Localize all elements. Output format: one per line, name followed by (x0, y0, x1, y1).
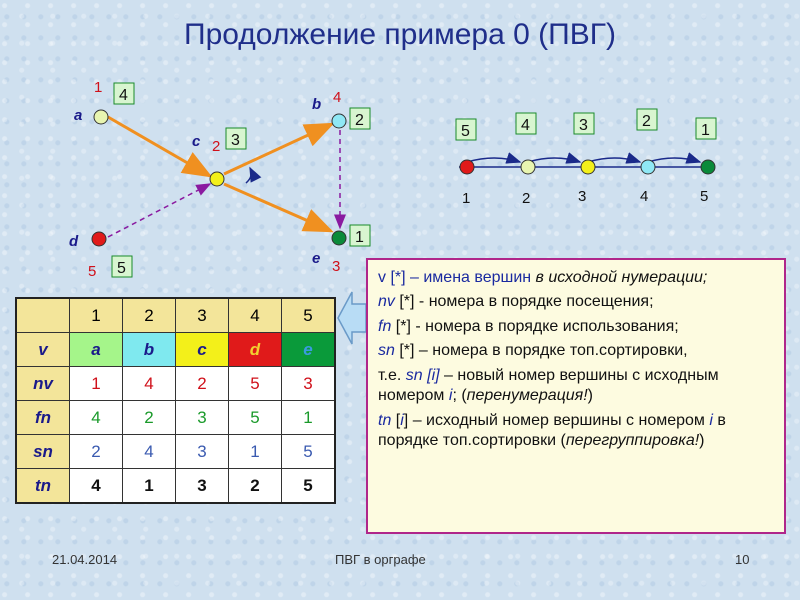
table-cell: 2 (176, 367, 229, 401)
table-row (16, 435, 335, 469)
table-cell: e (282, 333, 336, 367)
table-cell: 1 (123, 469, 176, 504)
order-node-a (521, 160, 535, 174)
order-box-3: 3 (579, 117, 588, 134)
table-cell: 2 (229, 469, 282, 504)
table-header-cell: 4 (229, 298, 282, 333)
node-b (332, 114, 346, 128)
row-label: nv (16, 367, 70, 401)
table-row (16, 469, 335, 504)
note-6-e: i (709, 411, 713, 429)
node-d-name: d (69, 233, 79, 250)
node-a-name: a (74, 107, 83, 124)
table-cell: 2 (123, 401, 176, 435)
node-d (92, 232, 106, 246)
table-cell: 4 (123, 367, 176, 401)
slide-title: Продолжение примера 0 (ПВГ) (184, 18, 616, 51)
table-cell: 5 (282, 469, 336, 504)
note-4-a: sn (378, 342, 395, 360)
table-cell: d (229, 333, 282, 367)
numbering-table (15, 297, 336, 504)
note-6-c: i (400, 411, 404, 429)
node-c-num: 2 (212, 138, 221, 155)
note-5-g: ) (587, 387, 593, 405)
table-row (16, 401, 335, 435)
note-2-b: [*] - номера в порядке посещения; (394, 293, 654, 311)
row-label: sn (16, 435, 70, 469)
table-header-cell: 1 (70, 298, 123, 333)
note-3-a: fn (378, 317, 392, 335)
node-c (210, 172, 224, 186)
node-b-box: 2 (355, 112, 364, 129)
table-cell: 3 (176, 435, 229, 469)
note-5-c: – новый номер вершины с исходным номером (378, 366, 719, 405)
order-num-5: 5 (700, 188, 709, 205)
row-label: v (16, 333, 70, 367)
order-node-e (701, 160, 715, 174)
node-a-num: 1 (94, 79, 103, 96)
order-box-5: 1 (701, 122, 710, 139)
order-box-2: 4 (521, 117, 530, 134)
table-cell: 3 (176, 401, 229, 435)
node-b-name: b (312, 96, 322, 113)
note-line-2 (378, 292, 774, 312)
table-cell: a (70, 333, 123, 367)
node-a (94, 110, 108, 124)
note-line-6 (378, 411, 774, 452)
table-cell: 5 (282, 435, 336, 469)
order-node-c (581, 160, 595, 174)
table-cell: 1 (70, 367, 123, 401)
table-cell: b (123, 333, 176, 367)
order-box-1: 5 (461, 123, 470, 140)
order-num-1: 1 (462, 190, 471, 207)
table-cell: c (176, 333, 229, 367)
order-num-3: 3 (578, 188, 587, 205)
note-5-f: перенумерация! (466, 387, 588, 405)
node-a-box: 4 (119, 87, 128, 104)
node-c-name: c (192, 133, 201, 150)
return-arrow-icon (246, 168, 251, 183)
table-cell: 3 (176, 469, 229, 504)
table-cell: 4 (70, 469, 123, 504)
table-cell: 5 (229, 401, 282, 435)
order-node-b (641, 160, 655, 174)
note-line-5 (378, 366, 774, 407)
note-5-a: т.е. (378, 366, 406, 384)
table-row (16, 333, 335, 367)
note-2-a: nv (378, 293, 395, 311)
note-1-b: в исходной нумерации; (535, 269, 708, 286)
node-e (332, 231, 346, 245)
node-c-box: 3 (231, 132, 240, 149)
order-num-2: 2 (522, 190, 531, 207)
table-header-row (16, 298, 335, 333)
node-e-num: 3 (332, 258, 341, 275)
row-label: tn (16, 469, 70, 504)
node-d-num: 5 (88, 263, 97, 280)
note-line-3 (378, 317, 774, 337)
note-line-1 (378, 268, 774, 288)
order-box-4: 2 (642, 113, 651, 130)
table-cell: 1 (282, 401, 336, 435)
table-cell: 1 (229, 435, 282, 469)
table-header-cell: 5 (282, 298, 336, 333)
row-label: fn (16, 401, 70, 435)
notes-panel (366, 258, 786, 534)
footer-title: ПВГ в орграфе (335, 552, 426, 567)
table-cell: 4 (123, 435, 176, 469)
footer-page-number: 10 (735, 552, 750, 567)
note-line-4 (378, 341, 774, 361)
table-row (16, 367, 335, 401)
note-5-e: ; ( (452, 387, 467, 405)
note-1-a: v [*] – имена вершин (378, 269, 536, 286)
left-arrow-icon (336, 290, 368, 346)
note-6-g: перегруппировка! (565, 432, 700, 450)
node-d-box: 5 (117, 260, 126, 277)
table-cell: 3 (282, 367, 336, 401)
order-node-d (460, 160, 474, 174)
note-6-f: в порядке топ.сортировки ( (378, 411, 726, 450)
note-6-b: [ (391, 411, 401, 429)
order-num-4: 4 (640, 188, 649, 205)
node-b-num: 4 (333, 89, 342, 106)
edge-d-c (108, 184, 210, 237)
footer-date: 21.04.2014 (52, 552, 118, 567)
note-4-b: [*] – номера в порядке топ.сортировки, (394, 342, 688, 360)
note-3-b: [*] - номера в порядке использования; (391, 317, 679, 335)
node-e-box: 1 (355, 229, 364, 246)
table-header-cell: 3 (176, 298, 229, 333)
note-5-b: sn [i] (405, 366, 440, 384)
table-cell: 4 (70, 401, 123, 435)
edge-c-e (224, 184, 331, 231)
table-cell: 2 (70, 435, 123, 469)
table-header-cell: 2 (123, 298, 176, 333)
node-e-name: e (312, 250, 321, 267)
note-5-d: i (448, 387, 453, 405)
table-corner (16, 298, 70, 333)
note-6-h: ) (699, 432, 705, 450)
note-6-d: ] – исходный номер вершины с номером (403, 411, 710, 429)
table-cell: 5 (229, 367, 282, 401)
note-6-a: tn (378, 411, 392, 429)
